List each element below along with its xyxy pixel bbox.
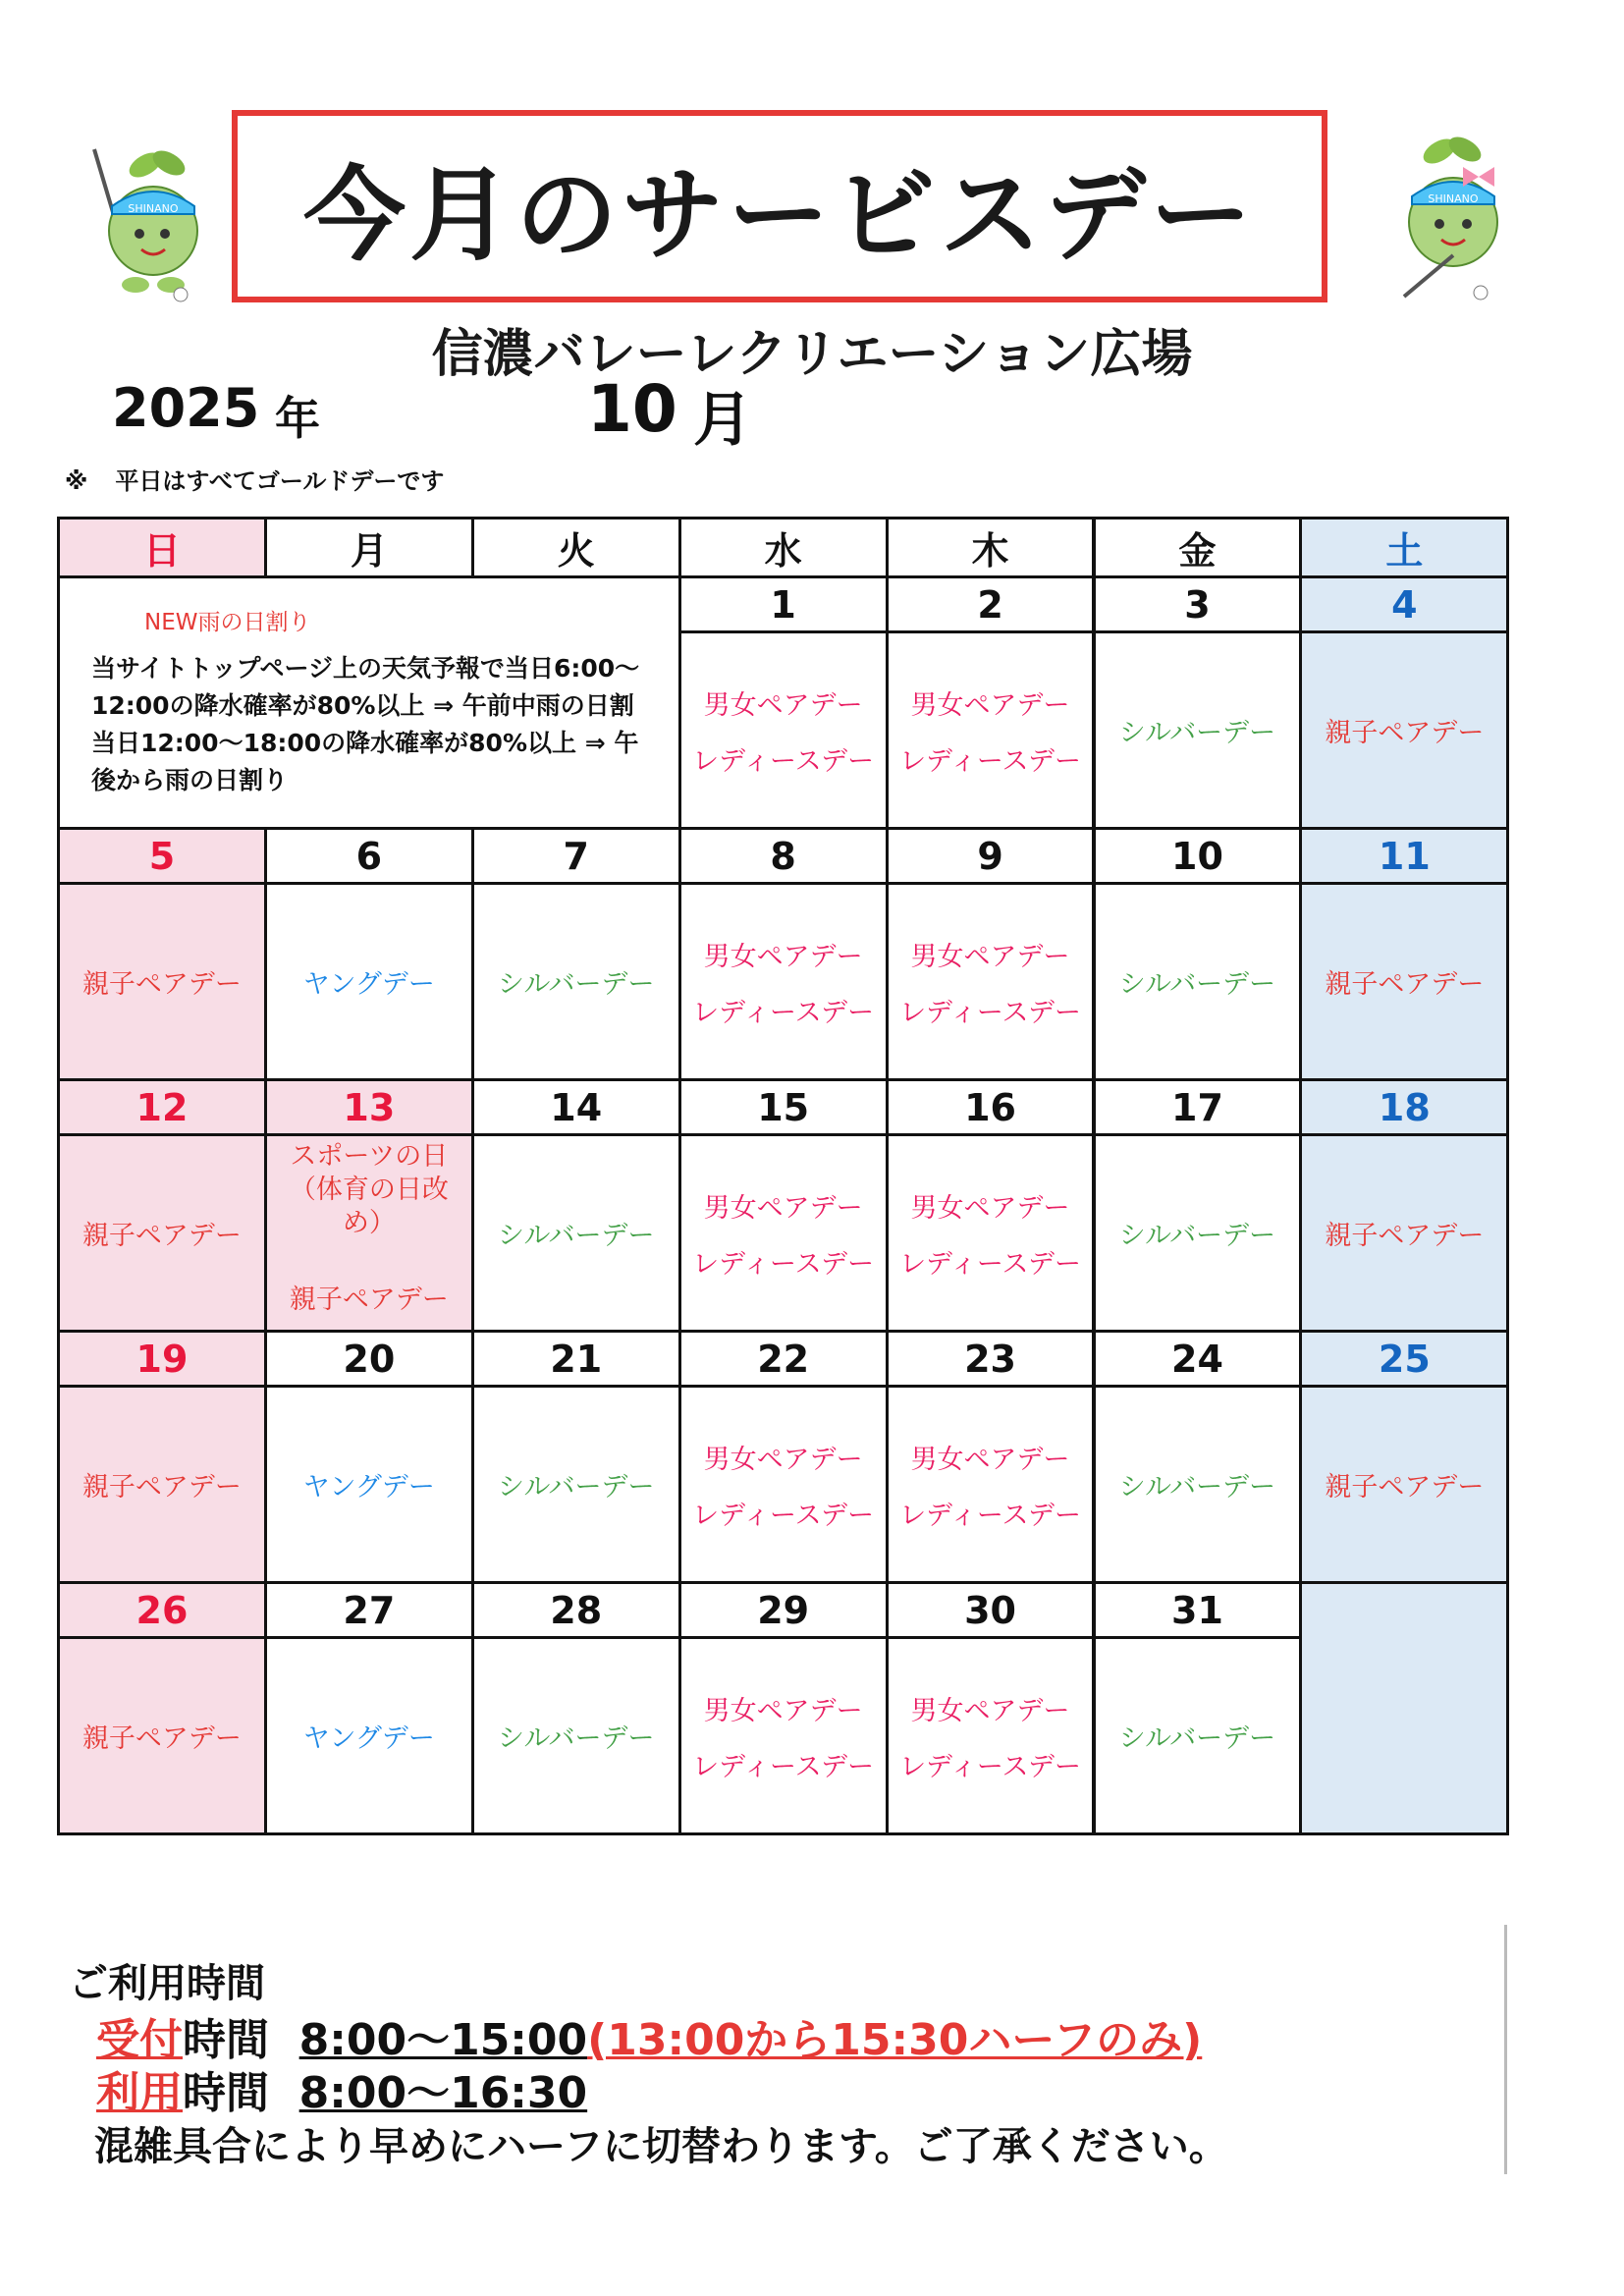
mascot-cap-text-right: SHINANO: [1428, 192, 1479, 205]
mascot-golfer-right: [1384, 128, 1522, 304]
day-cell: [678, 630, 889, 830]
day-cell: [57, 882, 267, 1081]
day-number: 10: [1093, 827, 1303, 885]
weekday-header: 水: [678, 517, 889, 578]
hours-title: ご利用時間: [69, 1961, 265, 2006]
day-number: 21: [471, 1330, 681, 1388]
day-cell: [678, 1385, 889, 1584]
event-label: 親子ペアデー: [289, 1285, 449, 1315]
day-cell: [886, 1133, 1096, 1333]
event-label: 親子ペアデー: [1325, 1472, 1485, 1503]
event-label: シルバーデー: [1118, 1221, 1276, 1251]
day-number: 6: [264, 827, 474, 885]
month-unit: 月: [693, 386, 752, 455]
event-label: 親子ペアデー: [81, 1221, 242, 1251]
event-label: シルバーデー: [1118, 1723, 1276, 1754]
rain-discount-info: [57, 575, 681, 830]
day-cell: [1093, 1133, 1303, 1333]
day-cell: [471, 882, 681, 1081]
day-cell: [1093, 1385, 1303, 1584]
hours-section: [69, 1952, 1228, 2173]
event-label: ヤングデー: [302, 969, 435, 1000]
day-number: 11: [1299, 827, 1509, 885]
event-label: 親子ペアデー: [81, 969, 242, 1000]
use-hours: [96, 2067, 1228, 2120]
day-number: 28: [471, 1581, 681, 1639]
calendar-grid: [57, 517, 1506, 1919]
event-label: ヤングデー: [302, 1472, 435, 1503]
day-cell: [678, 882, 889, 1081]
right-edge-line: [1504, 1925, 1507, 2174]
day-number: 14: [471, 1078, 681, 1136]
year-unit: 年: [275, 392, 320, 445]
day-number: 27: [264, 1581, 474, 1639]
event-label: 親子ペアデー: [81, 1472, 242, 1503]
reception-label-red: 受付: [96, 2015, 183, 2065]
event-label: レディースデー: [692, 1248, 875, 1280]
reception-label-black: 時間: [183, 2015, 269, 2065]
event-label: レディースデー: [692, 1500, 875, 1531]
day-number: 9: [886, 827, 1096, 885]
day-number: 31: [1093, 1581, 1303, 1639]
event-label: シルバーデー: [498, 1723, 655, 1754]
day-number: 18: [1299, 1078, 1509, 1136]
day-number: 22: [678, 1330, 889, 1388]
event-label: レディースデー: [692, 1751, 875, 1782]
event-label: 男女ペアデー: [910, 1695, 1070, 1726]
use-label-red: 利用: [96, 2068, 183, 2118]
weekday-header: 金: [1093, 517, 1303, 578]
day-cell: [57, 1133, 267, 1333]
use-time: 8:00〜16:30: [298, 2068, 588, 2118]
day-cell: [1299, 1385, 1509, 1584]
event-label: 男女ペアデー: [703, 941, 863, 972]
event-label: レディースデー: [899, 997, 1082, 1028]
page-title: 今月のサービスデー: [303, 155, 1256, 275]
rain-discount-title: NEW雨の日割り: [144, 610, 311, 635]
weekday-header: 火: [471, 517, 681, 578]
day-cell: [886, 1385, 1096, 1584]
event-label: 男女ペアデー: [910, 941, 1070, 972]
event-label: 男女ペアデー: [910, 1192, 1070, 1224]
day-number: 16: [886, 1078, 1096, 1136]
day-number: 5: [57, 827, 267, 885]
day-cell: [1299, 1133, 1509, 1333]
day-number: 23: [886, 1330, 1096, 1388]
day-number: 1: [678, 575, 889, 633]
event-label: シルバーデー: [498, 969, 655, 1000]
event-label: レディースデー: [899, 745, 1082, 777]
day-number: 2: [886, 575, 1096, 633]
day-cell: [1093, 630, 1303, 830]
holiday-label: スポーツの日（体育の日改め）: [289, 1141, 449, 1238]
congestion-notice: 混雑具合により早めにハーフに切替わります。ご了承ください。: [94, 2124, 1228, 2169]
day-number: 24: [1093, 1330, 1303, 1388]
event-label: シルバーデー: [1118, 1472, 1276, 1503]
day-number: 29: [678, 1581, 889, 1639]
event-label: 親子ペアデー: [1325, 969, 1485, 1000]
day-number: 8: [678, 827, 889, 885]
event-label: 男女ペアデー: [703, 1444, 863, 1475]
event-label: シルバーデー: [1118, 969, 1276, 1000]
day-cell: [886, 630, 1096, 830]
event-label: 男女ペアデー: [703, 1192, 863, 1224]
day-cell: [57, 1636, 267, 1835]
day-number: 12: [57, 1078, 267, 1136]
day-cell: [1299, 882, 1509, 1081]
weekday-header: 月: [264, 517, 474, 578]
weekday-header: 木: [886, 517, 1096, 578]
event-label: 親子ペアデー: [1325, 1221, 1485, 1251]
use-label-black: 時間: [183, 2068, 269, 2118]
gold-day-note: [65, 462, 444, 496]
day-number: 19: [57, 1330, 267, 1388]
day-number: 15: [678, 1078, 889, 1136]
event-label: シルバーデー: [1118, 718, 1276, 748]
day-cell: [678, 1133, 889, 1333]
day-number: 20: [264, 1330, 474, 1388]
event-label: レディースデー: [692, 745, 875, 777]
reception-note: (13:00から15:30ハーフのみ): [587, 2015, 1203, 2065]
event-label: 男女ペアデー: [910, 689, 1070, 721]
year-value: 2025: [112, 377, 260, 439]
day-cell: [264, 1385, 474, 1584]
day-cell: [1299, 1581, 1509, 1835]
day-number: 26: [57, 1581, 267, 1639]
day-number: 30: [886, 1581, 1096, 1639]
event-label: シルバーデー: [498, 1472, 655, 1503]
title-box: [232, 110, 1327, 302]
day-number: 3: [1093, 575, 1303, 633]
event-label: レディースデー: [692, 997, 875, 1028]
reception-hours: [96, 2014, 1228, 2067]
day-cell: [471, 1133, 681, 1333]
day-cell: [57, 1385, 267, 1584]
day-number: 17: [1093, 1078, 1303, 1136]
venue-name: 信濃バレーレクリエーション広場: [431, 325, 1193, 384]
event-label: ヤングデー: [302, 1723, 435, 1754]
event-label: 親子ペアデー: [81, 1723, 242, 1754]
day-cell: [678, 1636, 889, 1835]
day-cell: [886, 1636, 1096, 1835]
note-text: 平日はすべてゴールドデーです: [115, 467, 445, 495]
day-cell: [1299, 630, 1509, 830]
day-cell: [1093, 1636, 1303, 1835]
day-cell: [1093, 882, 1303, 1081]
day-number: 7: [471, 827, 681, 885]
day-cell: [471, 1636, 681, 1835]
event-label: レディースデー: [899, 1500, 1082, 1531]
reception-time: 8:00〜15:00: [298, 2015, 588, 2065]
event-label: レディースデー: [899, 1751, 1082, 1782]
event-label: 男女ペアデー: [703, 689, 863, 721]
day-cell: [264, 1133, 474, 1333]
event-label: 男女ペアデー: [910, 1444, 1070, 1475]
day-cell: [471, 1385, 681, 1584]
mascot-cap-text: SHINANO: [128, 202, 179, 215]
month-value: 10: [587, 371, 677, 447]
rain-discount-body: 当サイトトップページ上の天気予報で当日6:00〜12:00の降水確率が80%以上 ⇒ 午前中雨の日割 当日12:00〜18:00の降水確率が80%以上 ⇒ 午後から雨の日割り: [91, 654, 640, 794]
day-number: 25: [1299, 1330, 1509, 1388]
event-label: 男女ペアデー: [703, 1695, 863, 1726]
event-label: シルバーデー: [498, 1221, 655, 1251]
note-mark: ※: [65, 467, 88, 495]
event-label: レディースデー: [899, 1248, 1082, 1280]
day-number: 13: [264, 1078, 474, 1136]
event-label: 親子ペアデー: [1325, 718, 1485, 748]
mascot-golfer-left: [67, 137, 204, 304]
day-cell: [264, 882, 474, 1081]
day-cell: [886, 882, 1096, 1081]
day-cell: [264, 1636, 474, 1835]
weekday-header: 土: [1299, 517, 1509, 578]
day-number: 4: [1299, 575, 1509, 633]
weekday-header: 日: [57, 517, 267, 578]
